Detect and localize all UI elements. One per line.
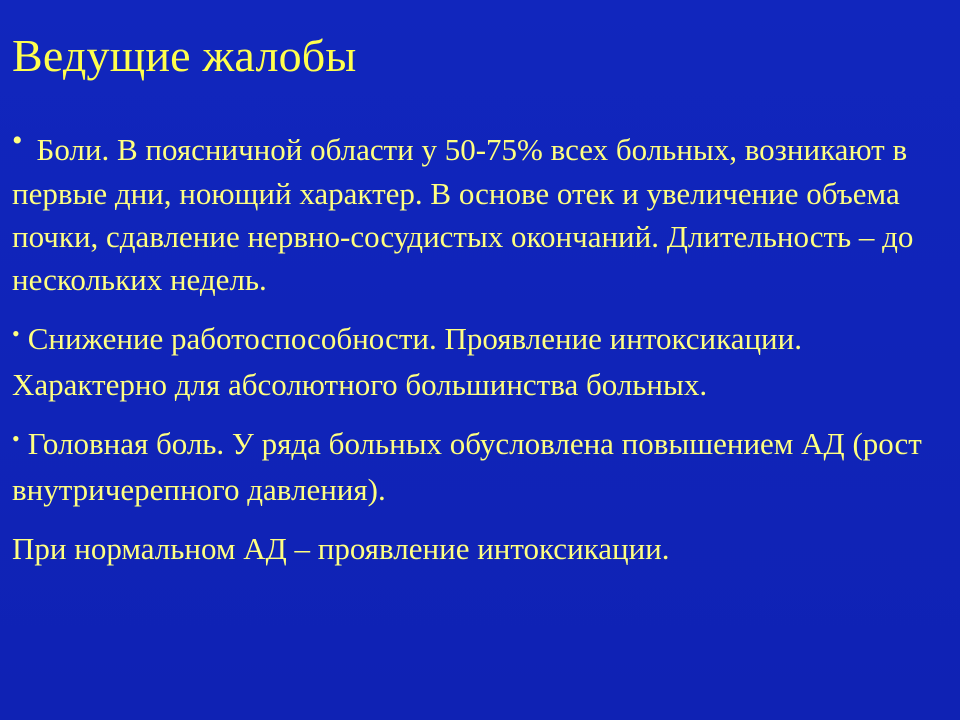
list-item (12, 124, 948, 301)
bullet-icon: • (12, 426, 20, 451)
slide-title: Ведущие жалобы (12, 30, 357, 81)
list-item-text: Снижение работоспособности. Проявление интоксикации. Характерно для абсолютного большинства больных. (12, 321, 802, 402)
bullet-icon: • (12, 321, 20, 346)
slide-content (12, 124, 948, 586)
list-item (12, 317, 948, 406)
note-text: При нормальном АД – проявление интоксикации. (12, 531, 670, 566)
bullet-icon: • (12, 124, 23, 157)
list-item-text: Головная боль. У ряда больных обусловлена повышением АД (рост внутричерепного давления). (12, 426, 922, 507)
list-item (12, 422, 948, 511)
list-item-text: Боли. В поясничной области у 50-75% всех больных, возникают в первые дни, ноющий характер. В основе отек и увеличение объема почки, сдавление нервно-сосудистых окончаний. Длительность – до нескольких недель. (12, 132, 914, 297)
